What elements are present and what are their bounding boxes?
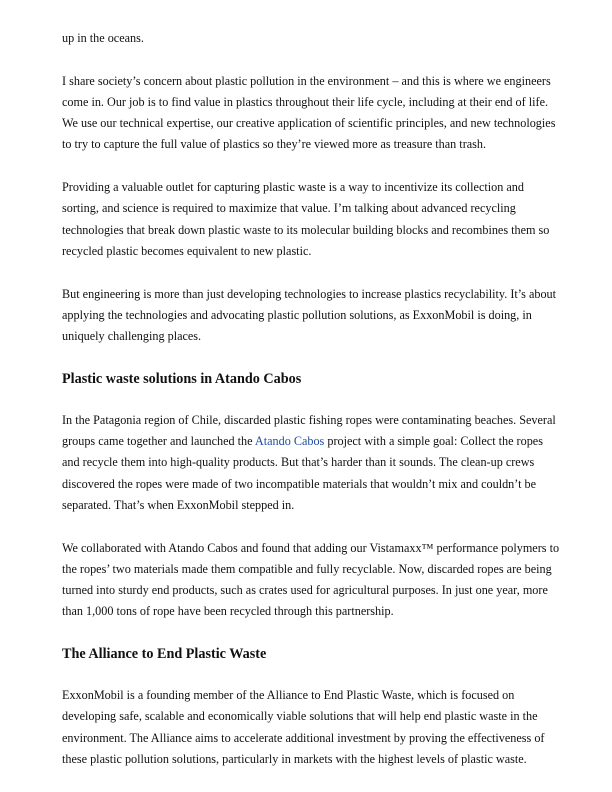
heading-alliance: The Alliance to End Plastic Waste — [62, 646, 267, 663]
patagonia-text-after: project with a simple goal: Collect the ropes and recycle them into high-quality products. But that’s harder than it sounds. The clean-up crews discovered the ropes were made of two incompatible materials that wouldn’t mix and couldn’t be separated. That’s when ExxonMobil stepped in. — [62, 434, 543, 512]
heading-atando-cabos: Plastic waste solutions in Atando Cabos — [62, 370, 302, 387]
document-page — [62, 28, 562, 792]
patagonia-text-before: In the Patagonia region of Chile, discarded plastic fishing ropes were contaminating beaches. Several groups came together and launched the — [62, 412, 556, 449]
atando-cabos-link[interactable]: Atando Cabos — [254, 434, 325, 449]
paragraph-patagonia — [62, 410, 562, 516]
paragraph-recycling: Providing a valuable outlet for capturing plastic waste is a way to incentivize its collection and sorting, and science is required to maximize that value. I’m talking about advanced recycling technologies that break down plastic waste to its molecular building blocks and recombines them so recycled plastic becomes equivalent to new plastic. — [62, 180, 550, 258]
paragraph-engineers: I share society’s concern about plastic pollution in the environment – and this is where we engineers come in. Our job is to find value in plastics throughout their life cycle, including at their end of life. We use our technical expertise, our creative application of scientific principles, and new technologies to try to capture the full value of plastics so they’re viewed more as treasure than trash. — [62, 73, 556, 152]
paragraph-engineering: But engineering is more than just developing technologies to increase plastics recyclability. It’s about applying the technologies and advocating plastic pollution solutions, as ExxonMobil is doing, in uniquely challenging places. — [62, 286, 557, 344]
paragraph-vistamaxx: We collaborated with Atando Cabos and found that adding our Vistamaxx™ performance polymers to the ropes’ two materials made them compatible and fully recyclable. Now, discarded ropes are being turned into sturdy end products, such as crates used for agricultural purposes. In just one year, more than 1,000 tons of rope have been recycled through this partnership. — [62, 540, 560, 619]
paragraph-oceans: up in the oceans. — [62, 31, 144, 45]
paragraph-alliance: ExxonMobil is a founding member of the Alliance to End Plastic Waste, which is focused on developing safe, scalable and economically viable solutions that will help end plastic waste in the environment. The Alliance aims to accelerate additional investment by proving the effectiveness of these plastic pollution solutions, particularly in markets with the highest levels of plastic waste. — [62, 688, 545, 766]
